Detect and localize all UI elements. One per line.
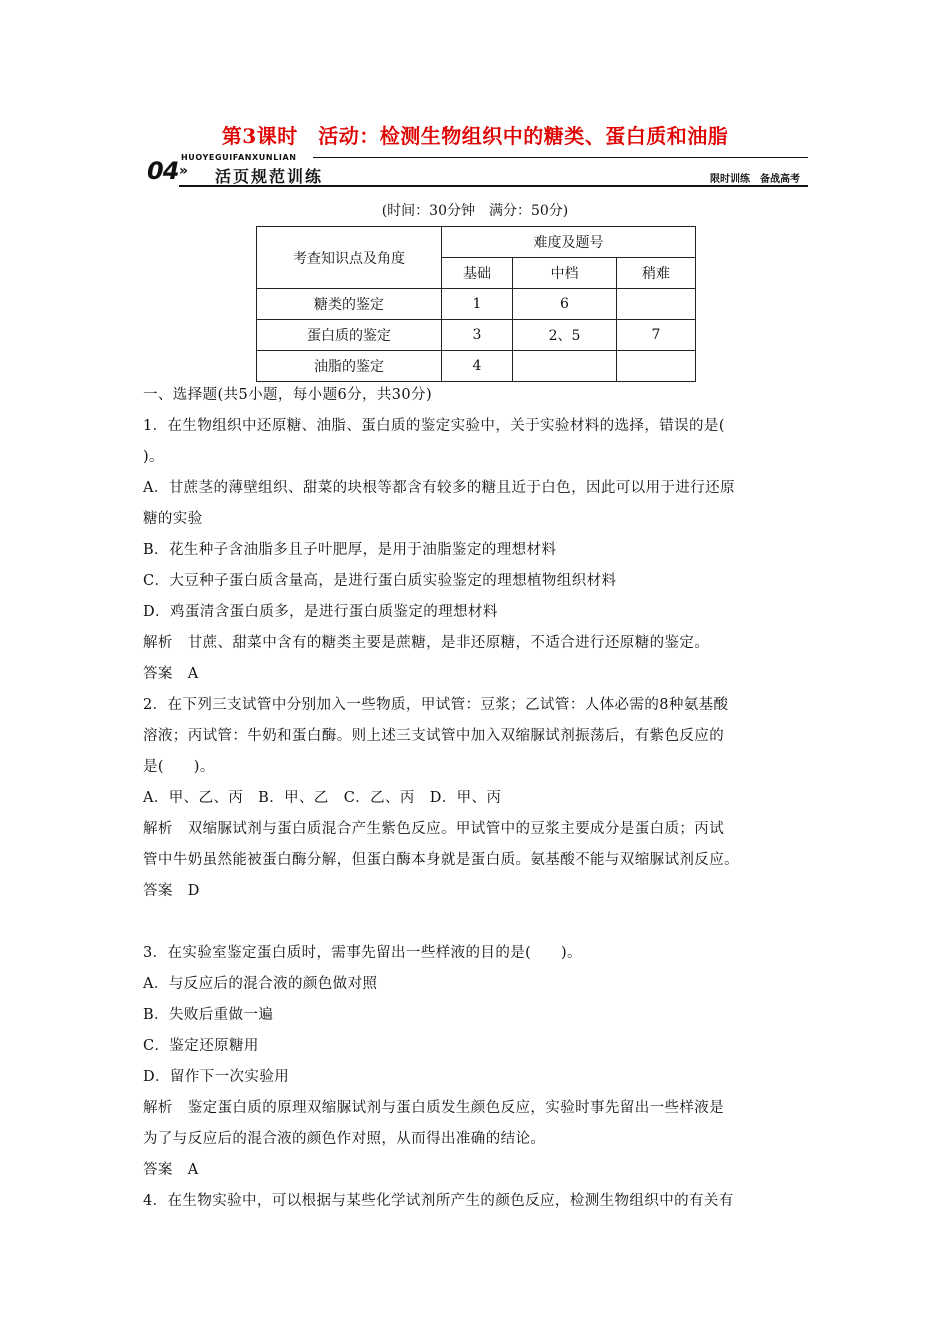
table-cell-hard [617,351,696,382]
option-text: B．花生种子含油脂多且子叶肥厚，是用于油脂鉴定的理想材料 [143,542,557,558]
question-body [143,380,811,1217]
question-text: 溶液；丙试管：牛奶和蛋白酶。则上述三支试管中加入双缩脲试剂振荡后，有紫色反应的 [143,728,725,744]
table-cell-medium [513,351,617,382]
answer-text: 答案 A [143,666,199,682]
table-row [257,351,696,382]
question-text: 1．在生物组织中还原糖、油脂、蛋白质的鉴定实验中，关于实验材料的选择，错误的是( [143,418,725,434]
option-text: C．鉴定还原糖用 [143,1038,259,1054]
answer-text: 答案 D [143,883,200,899]
option-text: B．失败后重做一遍 [143,1007,274,1023]
banner-top-rule [313,157,808,158]
question-text: )。 [143,449,164,465]
option-text: A．甲、乙、丙 B．甲、乙 C．乙、丙 D．甲、丙 [143,790,502,806]
table-row [257,320,696,351]
analysis-text: 管中牛奶虽然能被蛋白酶分解，但蛋白酶本身就是蛋白质。氨基酸不能与双缩脲试剂反应。 [143,852,739,868]
table-cell-medium: 6 [513,289,617,320]
banner-heading: 活页规范训练 [215,167,324,186]
section-number: 04 [147,157,179,185]
table-cell-topic: 油脂的鉴定 [257,351,442,382]
table-row [257,289,696,320]
table-cell-topic: 糖类的鉴定 [257,289,442,320]
option-text: C．大豆种子蛋白质含量高，是进行蛋白质实验鉴定的理想植物组织材料 [143,573,617,589]
question-text: 2．在下列三支试管中分别加入一些物质，甲试管：豆浆；乙试管：人体必需的8种氨基酸 [143,697,729,713]
banner-right-text: 限时训练 备战高考 [710,174,800,185]
question-text: 是( )。 [143,759,215,775]
option-text: A．甘蔗茎的薄壁组织、甜菜的块根等都含有较多的糖且近于白色，因此可以用于进行还原 [143,480,735,496]
banner-pinyin: HUOYEGUIFANXUNLIAN [181,153,297,162]
table-header-topic: 考查知识点及角度 [257,227,442,289]
option-text: A．与反应后的混合液的颜色做对照 [143,976,378,992]
table-cell-basic: 3 [442,320,513,351]
analysis-text: 解析 鉴定蛋白质的原理双缩脲试剂与蛋白质发生颜色反应，实验时事先留出一些样液是 [143,1100,725,1116]
analysis-text: 解析 甘蔗、甜菜中含有的糖类主要是蔗糖，是非还原糖，不适合进行还原糖的鉴定。 [143,635,710,651]
option-text: 糖的实验 [143,511,203,527]
table-cell-medium: 2、5 [513,320,617,351]
question-text: 4．在生物实验中，可以根据与某些化学试剂所产生的颜色反应，检测生物组织中的有关有 [143,1193,734,1209]
answer-text: 答案 A [143,1162,199,1178]
option-text: D．鸡蛋清含蛋白质多，是进行蛋白质鉴定的理想材料 [143,604,498,620]
table-header-difficulty: 难度及题号 [442,227,696,258]
double-arrow-icon: » [179,163,189,179]
analysis-text: 解析 双缩脲试剂与蛋白质混合产生紫色反应。甲试管中的豆浆主要成分是蛋白质；丙试 [143,821,725,837]
option-text: D．留作下一次实验用 [143,1069,290,1085]
knowledge-table [256,226,696,382]
table-cell-hard: 7 [617,320,696,351]
table-cell-basic: 1 [442,289,513,320]
blank-line [143,907,811,938]
table-subheader-basic: 基础 [442,258,513,289]
section-heading: 一、选择题(共5小题，每小题6分，共30分) [143,387,433,403]
table-cell-topic: 蛋白质的鉴定 [257,320,442,351]
time-score-info: (时间：30分钟 满分：50分) [381,203,569,219]
table-subheader-hard: 稍难 [617,258,696,289]
table-cell-hard [617,289,696,320]
banner-bottom-rule [179,185,808,187]
question-text: 3．在实验室鉴定蛋白质时，需事先留出一些样液的目的是( )。 [143,945,582,961]
table-subheader-medium: 中档 [513,258,617,289]
page-title: 第3课时 活动：检测生物组织中的糖类、蛋白质和油脂 [221,124,729,148]
table-cell-basic: 4 [442,351,513,382]
analysis-text: 为了与反应后的混合液的颜色作对照，从而得出准确的结论。 [143,1131,546,1147]
section-banner [143,155,808,189]
